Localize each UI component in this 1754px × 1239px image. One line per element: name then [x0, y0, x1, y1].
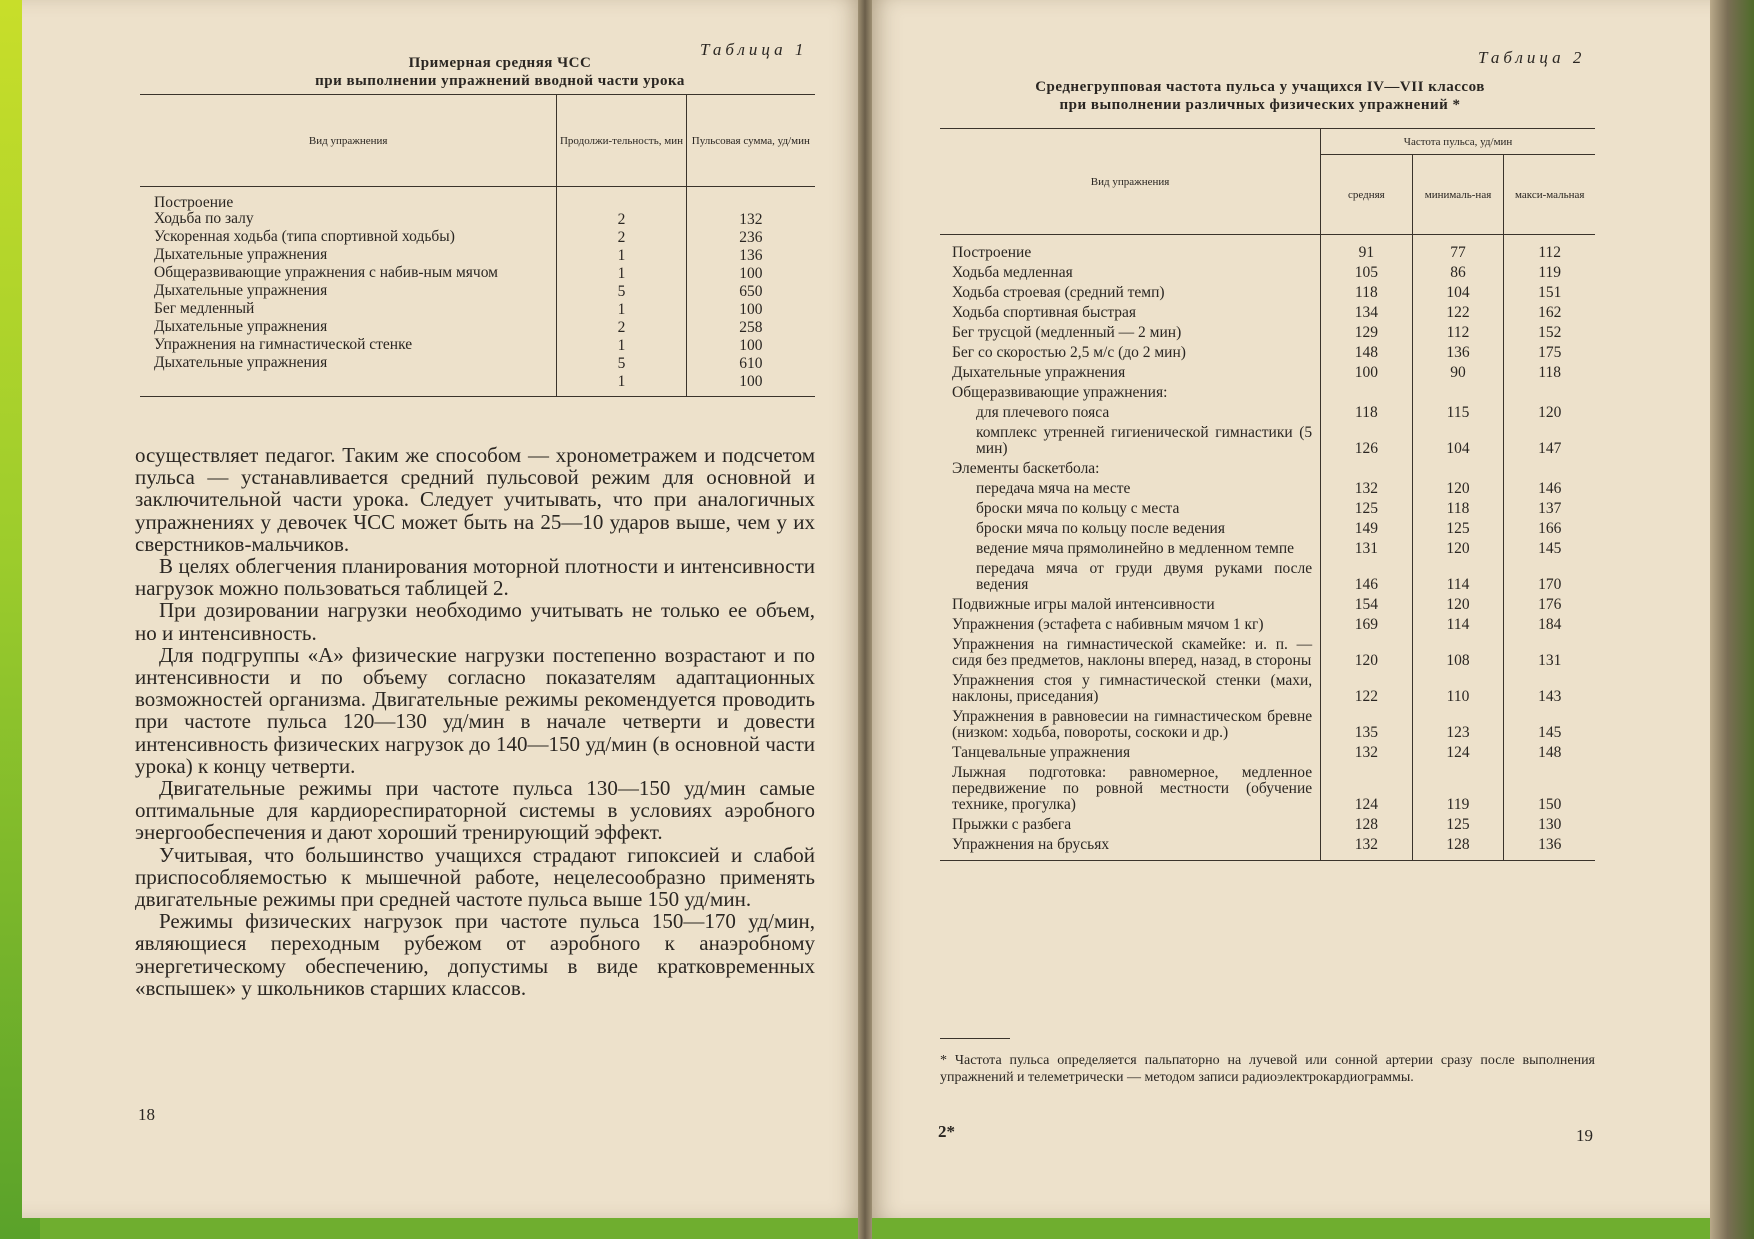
- table2-label: Таблица 2: [1478, 48, 1586, 67]
- table-row: [140, 373, 815, 391]
- table2-cell-max: 118: [1538, 363, 1562, 381]
- table-row: [940, 763, 1595, 815]
- table1-cell-duration: 5: [557, 283, 686, 301]
- table2-cell-min: [1412, 383, 1504, 403]
- table2-title: [960, 78, 1560, 114]
- table1-cell-duration: 2: [557, 229, 686, 247]
- table2-header-avg: средняя: [1321, 155, 1412, 235]
- table1: [140, 94, 815, 397]
- table2-cell-max: 170: [1538, 575, 1562, 593]
- table1-title-line2: при выполнении упражнений вводной части урока: [315, 73, 685, 89]
- table1-cell-sum: 650: [739, 282, 763, 300]
- table2-cell-exercise: Упражнения (эстафета с набивным мячом 1 кг): [940, 615, 1321, 635]
- table-row: [940, 499, 1595, 519]
- table1-cell-sum: 100: [739, 372, 763, 390]
- table1-cell-duration: 2: [557, 319, 686, 337]
- table1-body: [140, 187, 815, 397]
- table1-header-exercise: Вид упражнения: [140, 95, 557, 187]
- paragraph: осуществляет педагог. Таким же способом — хронометражем и подсчетом пульса — устанавливается средний пульсовой режим для основной и заключительной части урока. Следует учитывать, что при аналогичных упражнениях у девочек ЧСС может быть на 25—10 ударов выше, чем у их сверстников-мальчиков.: [135, 443, 815, 556]
- table2-cell-max: 150: [1538, 795, 1562, 813]
- table-row: [940, 323, 1595, 343]
- table2-cell-max: 151: [1538, 283, 1562, 301]
- book-gutter: [858, 0, 872, 1239]
- table2-cell-exercise: Подвижные игры малой интенсивности: [940, 595, 1321, 615]
- table2-cell-avg: 132: [1321, 835, 1412, 855]
- table2-cell-exercise: Построение: [940, 243, 1321, 263]
- table2-cell-min: 110: [1412, 671, 1504, 707]
- table2-cell-min: 90: [1412, 363, 1504, 383]
- table-row: [140, 265, 815, 283]
- table2-cell-max: 130: [1538, 815, 1562, 833]
- table-row: [140, 211, 815, 229]
- table2-cell-avg: [1321, 459, 1412, 479]
- table1-label: Таблица 1: [700, 40, 808, 59]
- table-row: [940, 539, 1595, 559]
- table2-cell-avg: 149: [1321, 519, 1412, 539]
- table2-cell-min: 77: [1412, 243, 1504, 263]
- table1-cell-sum: 132: [739, 210, 763, 228]
- table2-cell-avg: 100: [1321, 363, 1412, 383]
- table2-cell-avg: 146: [1321, 559, 1412, 595]
- table1-spacer: [140, 391, 815, 397]
- table2-cell-min: 86: [1412, 263, 1504, 283]
- table2-cell-avg: 120: [1321, 635, 1412, 671]
- table2: [940, 128, 1595, 861]
- table2-cell-min: 128: [1412, 835, 1504, 855]
- table2-cell-min: 125: [1412, 519, 1504, 539]
- paragraph: Для подгруппы «А» физические нагрузки постепенно возрастают и по интенсивности и по объему согласно показателям адаптационных возможностей организма. Двигательные режимы рекомендуется проводить при частоте пульса 120—130 уд/мин в начале четверти и довести интенсивность физических нагрузок до 140—150 уд/мин (в основной части урока) к концу четверти.: [135, 642, 815, 778]
- table-row: [140, 319, 815, 337]
- paragraph: Учитывая, что большинство учащихся страдают гипоксией и слабой приспособляемостью к мышечной работе, нецелесообразно применять двигательные режимы при средней частоте пульса выше 150 уд/мин.: [135, 842, 815, 912]
- table2-cell-avg: 131: [1321, 539, 1412, 559]
- table2-cell-max: 175: [1538, 343, 1562, 361]
- table2-cell-max: 143: [1538, 687, 1562, 705]
- table2-cell-max: 145: [1538, 723, 1562, 741]
- footnote-rule: [940, 1038, 1010, 1039]
- table1-spacer: [140, 187, 815, 195]
- table2-cell-exercise: броски мяча по кольцу после ведения: [940, 519, 1321, 539]
- table1-cell-exercise: Дыхательные упражнения: [140, 319, 557, 337]
- table2-cell-max: [1504, 383, 1595, 403]
- table2-cell-exercise: Бег трусцой (медленный — 2 мин): [940, 323, 1321, 343]
- table2-cell-exercise: Упражнения на брусьях: [940, 835, 1321, 855]
- table1-cell-sum: 100: [739, 300, 763, 318]
- table-row: [940, 707, 1595, 743]
- table1-header-sum: Пульсовая сумма, уд/мин: [691, 134, 810, 147]
- table-row: [940, 671, 1595, 707]
- table2-cell-avg: 132: [1321, 479, 1412, 499]
- table1-cell-exercise: Ускоренная ходьба (типа спортивной ходьбы): [140, 229, 557, 247]
- table2-cell-max: 136: [1538, 835, 1562, 853]
- table2-cell-max: 119: [1538, 263, 1562, 281]
- table-row: [940, 815, 1595, 835]
- table1-cell-sum: 236: [739, 228, 763, 246]
- signature-mark: 2*: [938, 1122, 955, 1141]
- table2-cell-min: 104: [1412, 283, 1504, 303]
- table1-cell-duration: 1: [557, 337, 686, 355]
- table2-cell-min: 119: [1412, 763, 1504, 815]
- table2-cell-exercise: Танцевальные упражнения: [940, 743, 1321, 763]
- table2-cell-max: 166: [1538, 519, 1562, 537]
- table1-cell-exercise: [140, 373, 557, 391]
- table2-cell-exercise: Ходьба спортивная быстрая: [940, 303, 1321, 323]
- table2-cell-min: 122: [1412, 303, 1504, 323]
- table2-cell-max: 145: [1538, 539, 1562, 557]
- table-row: [940, 615, 1595, 635]
- table-row: [940, 263, 1595, 283]
- table1-cell-exercise: Упражнения на гимнастической стенке: [140, 337, 557, 355]
- paragraph: Двигательные режимы при частоте пульса 130—150 уд/мин самые оптимальные для кардиореспираторной системы в условиях аэробного энергообеспечения и дают хороший тренирующий эффект.: [135, 776, 815, 845]
- table2-cell-avg: 126: [1321, 423, 1412, 459]
- table-row: [140, 229, 815, 247]
- table1-cell-sum: [686, 195, 815, 211]
- table2-cell-min: 120: [1412, 539, 1504, 559]
- table2-cell-avg: 122: [1321, 671, 1412, 707]
- book-edge: [1710, 0, 1754, 1239]
- table2-cell-avg: 129: [1321, 323, 1412, 343]
- table2-cell-exercise: Общеразвивающие упражнения:: [940, 383, 1321, 403]
- table2-cell-min: 118: [1412, 499, 1504, 519]
- table-row: [940, 243, 1595, 263]
- table-row: [940, 303, 1595, 323]
- table2-cell-avg: 118: [1321, 283, 1412, 303]
- paragraph: Режимы физических нагрузок при частоте пульса 150—170 уд/мин, являющиеся переходным рубежом от аэробного к анаэробному энергетическому обеспечению, допустимы в виде кратковременных «вспышек» у школьников старших классов.: [135, 909, 815, 1000]
- table1-title-line1: Примерная средняя ЧСС: [408, 55, 592, 71]
- table2-cell-avg: 132: [1321, 743, 1412, 763]
- left-page-number: 18: [138, 1105, 155, 1124]
- table2-header-max: макси-мальная: [1504, 155, 1595, 235]
- table1-cell-sum: 610: [739, 354, 763, 372]
- table2-cell-exercise: Бег со скоростью 2,5 м/с (до 2 мин): [940, 343, 1321, 363]
- table2-cell-max: 137: [1538, 499, 1562, 517]
- table2-cell-exercise: передача мяча на месте: [940, 479, 1321, 499]
- table-row: [140, 195, 815, 211]
- left-body-text: [135, 444, 815, 999]
- table-row: [140, 247, 815, 265]
- table1-cell-exercise: Дыхательные упражнения: [140, 283, 557, 301]
- table-row: [940, 835, 1595, 855]
- table2-spacer: [940, 855, 1595, 861]
- table2-cell-avg: 125: [1321, 499, 1412, 519]
- table2-cell-exercise: для плечевого пояса: [940, 403, 1321, 423]
- table2-cell-min: 120: [1412, 479, 1504, 499]
- table1-title: [260, 54, 740, 90]
- table2-cell-avg: 169: [1321, 615, 1412, 635]
- table2-cell-exercise: Прыжки с разбега: [940, 815, 1321, 835]
- table1-cell-sum: 136: [739, 246, 763, 264]
- table2-cell-min: 114: [1412, 615, 1504, 635]
- table1-header-duration: Продолжи-тельность, мин: [557, 95, 686, 187]
- table-row: [940, 343, 1595, 363]
- table2-cell-avg: 124: [1321, 763, 1412, 815]
- table-row: [940, 519, 1595, 539]
- table2-cell-avg: [1321, 383, 1412, 403]
- table1-cell-exercise: Бег медленный: [140, 301, 557, 319]
- table2-cell-max: 147: [1538, 439, 1562, 457]
- table2-cell-max: 184: [1538, 615, 1562, 633]
- table2-cell-exercise: Лыжная подготовка: равномерное, медленное передвижение по ровной местности (обучение технике, прогулка): [940, 763, 1321, 815]
- table1-cell-duration: 2: [557, 211, 686, 229]
- table-row: [140, 283, 815, 301]
- table2-cell-max: 162: [1538, 303, 1562, 321]
- table2-cell-exercise: Ходьба медленная: [940, 263, 1321, 283]
- footnote: * Частота пульса определяется пальпаторно на лучевой или сонной артерии сразу после выполнения упражнений и телеметрически — методом записи радиоэлектрокардиограммы.: [940, 1053, 1595, 1085]
- table2-cell-avg: 91: [1321, 243, 1412, 263]
- table1-cell-exercise: Общеразвивающие упражнения с набив-ным мячом: [140, 265, 557, 283]
- table2-header-group: Частота пульса, уд/мин: [1321, 129, 1595, 155]
- table-row: [140, 301, 815, 319]
- table2-cell-avg: 148: [1321, 343, 1412, 363]
- table2-cell-avg: 118: [1321, 403, 1412, 423]
- right-page-number: 19: [1576, 1126, 1593, 1145]
- table1-cell-duration: 5: [557, 355, 686, 373]
- table2-spacer: [940, 235, 1595, 243]
- table2-cell-min: 112: [1412, 323, 1504, 343]
- table1-cell-sum: 100: [739, 264, 763, 282]
- table1-cell-exercise: Дыхательные упражнения: [140, 355, 557, 373]
- table-row: [940, 743, 1595, 763]
- table-row: [940, 383, 1595, 403]
- table2-cell-min: 124: [1412, 743, 1504, 763]
- table2-cell-min: 136: [1412, 343, 1504, 363]
- table1-cell-duration: 1: [557, 247, 686, 265]
- table2-cell-max: 112: [1538, 243, 1562, 261]
- table2-cell-exercise: Дыхательные упражнения: [940, 363, 1321, 383]
- paragraph: В целях облегчения планирования моторной плотности и интенсивности нагрузок можно пользоваться таблицей 2.: [135, 554, 815, 601]
- table2-cell-exercise: Ходьба строевая (средний темп): [940, 283, 1321, 303]
- table2-cell-exercise: Упражнения на гимнастической скамейке: и. п. — сидя без предметов, наклоны вперед, назад, в стороны: [940, 635, 1321, 671]
- table2-title-line1: Среднегрупповая частота пульса у учащихся IV—VII классов: [1035, 79, 1485, 95]
- table2-cell-min: 120: [1412, 595, 1504, 615]
- table-row: [940, 363, 1595, 383]
- table-row: [140, 355, 815, 373]
- table-row: [940, 459, 1595, 479]
- table-row: [940, 595, 1595, 615]
- table2-cell-avg: 128: [1321, 815, 1412, 835]
- table2-cell-min: 114: [1412, 559, 1504, 595]
- table2-cell-max: 146: [1538, 479, 1562, 497]
- table2-header-min: минималь-ная: [1412, 155, 1504, 235]
- table2-cell-avg: 105: [1321, 263, 1412, 283]
- table-row: [940, 403, 1595, 423]
- table-row: [940, 479, 1595, 499]
- table2-cell-exercise: Упражнения в равновесии на гимнастическом бревне (низком: ходьба, повороты, соскоки и др.): [940, 707, 1321, 743]
- table2-cell-max: [1504, 459, 1595, 479]
- table1-cell-duration: [557, 195, 686, 211]
- table2-cell-exercise: передача мяча от груди двумя руками после ведения: [940, 559, 1321, 595]
- table2-cell-min: 108: [1412, 635, 1504, 671]
- table1-cell-exercise: Дыхательные упражнения: [140, 247, 557, 265]
- table-row: [940, 423, 1595, 459]
- table-row: [140, 337, 815, 355]
- table2-cell-min: 104: [1412, 423, 1504, 459]
- table2-body: [940, 235, 1595, 861]
- table2-cell-avg: 135: [1321, 707, 1412, 743]
- table2-cell-min: 125: [1412, 815, 1504, 835]
- table-row: [940, 635, 1595, 671]
- table2-cell-min: 123: [1412, 707, 1504, 743]
- table1-cell-duration: 1: [557, 301, 686, 319]
- table1-cell-sum: 258: [739, 318, 763, 336]
- table2-cell-max: 148: [1538, 743, 1562, 761]
- table2-cell-avg: 154: [1321, 595, 1412, 615]
- table-row: [940, 283, 1595, 303]
- table-row: [940, 559, 1595, 595]
- paragraph: При дозировании нагрузки необходимо учитывать не только ее объем, но и интенсивность.: [135, 598, 815, 645]
- table2-cell-max: 176: [1538, 595, 1562, 613]
- table2-cell-exercise: Упражнения стоя у гимнастической стенки (махи, наклоны, приседания): [940, 671, 1321, 707]
- table1-cell-exercise: Построение: [140, 195, 557, 211]
- table2-cell-max: 131: [1538, 651, 1562, 669]
- table2-cell-min: 115: [1412, 403, 1504, 423]
- table1-cell-duration: 1: [557, 265, 686, 283]
- table2-cell-max: 120: [1538, 403, 1562, 421]
- table2-cell-exercise: Элементы баскетбола:: [940, 459, 1321, 479]
- table2-title-line2: при выполнении различных физических упражнений *: [1059, 97, 1461, 113]
- table1-cell-exercise: Ходьба по залу: [140, 211, 557, 229]
- table2-cell-min: [1412, 459, 1504, 479]
- table2-cell-avg: 134: [1321, 303, 1412, 323]
- table2-cell-exercise: комплекс утренней гигиенической гимнастики (5 мин): [940, 423, 1321, 459]
- table2-cell-exercise: ведение мяча прямолинейно в медленном темпе: [940, 539, 1321, 559]
- table2-cell-exercise: броски мяча по кольцу с места: [940, 499, 1321, 519]
- table2-cell-max: 152: [1538, 323, 1562, 341]
- table1-cell-duration: 1: [557, 373, 686, 391]
- table1-cell-sum: 100: [739, 336, 763, 354]
- table2-header-exercise: Вид упражнения: [940, 129, 1321, 235]
